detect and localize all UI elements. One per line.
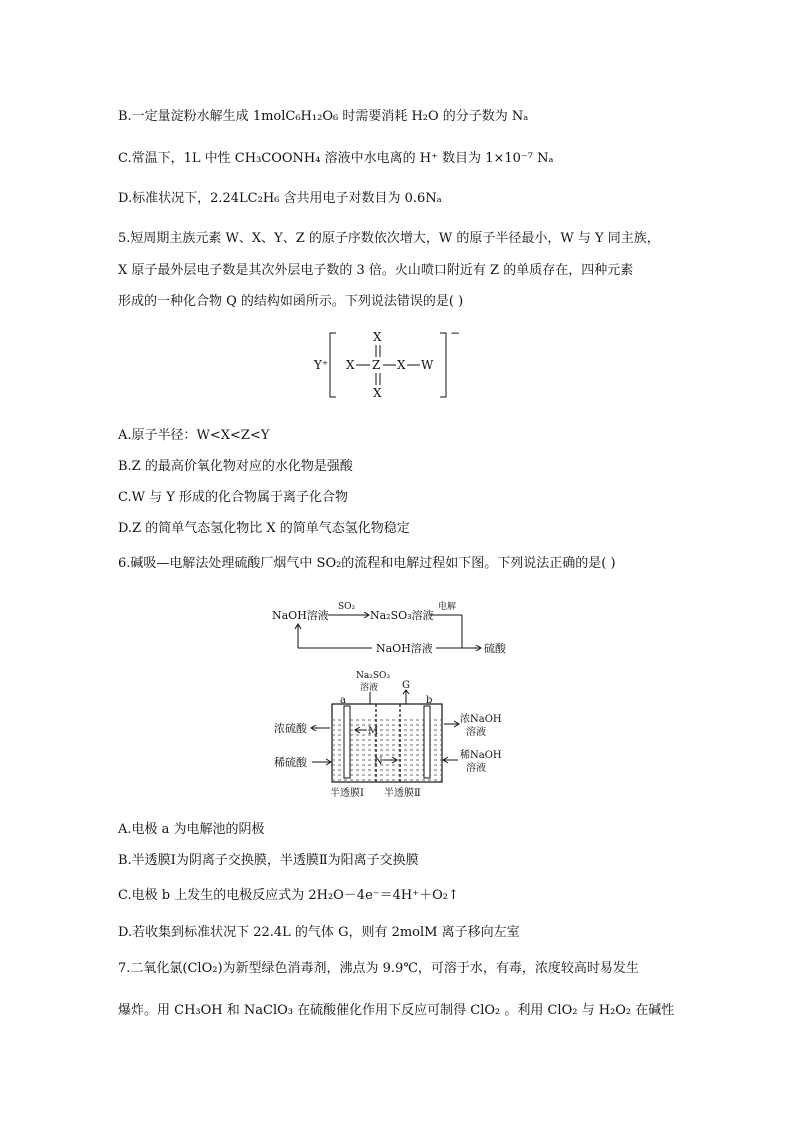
flow-naoh-regenerated: NaOH溶液: [376, 642, 433, 655]
dilute-naoh-label-1: 稀NaOH: [460, 750, 502, 761]
question5-option-d: D.Z 的简单气态氢化物比 X 的简单气态氢化物稳定: [118, 521, 410, 536]
question5-option-b: B.Z 的最高价氧化物对应的水化物是强酸: [118, 459, 353, 474]
option-d-line: D.标准状况下，2.24LC₂H₆ 含共用电子对数目为 0.6Nₐ: [118, 191, 442, 206]
question7-line2: 爆炸。用 CH₃OH 和 NaClO₃ 在硫酸催化作用下反应可制得 ClO₂ 。利用 ClO₂ 与 H₂O₂ 在碱性: [118, 1003, 675, 1018]
process-flow-diagram: [268, 595, 528, 665]
ion-m-label: M: [368, 726, 379, 737]
option-c-line: C.常温下，1L 中性 CH₃COONH₄ 溶液中水电离的 H⁺ 数目为 1×10⁻⁷ Nₐ: [118, 151, 554, 166]
atom-x-right: X: [397, 358, 406, 372]
atom-x-left: X: [346, 358, 355, 372]
dilute-naoh-label-2: 溶液: [466, 763, 486, 774]
concentrated-naoh-label-1: 浓NaOH: [460, 714, 502, 725]
flow-na2so3-solution: Na₂SO₃溶液: [370, 609, 434, 622]
anion-charge: −: [450, 326, 461, 340]
flow-naoh-solution: NaOH溶液: [272, 609, 329, 622]
flow-sulfuric-acid: 硫酸: [484, 642, 506, 655]
membrane-2-label: 半透膜Ⅱ: [384, 788, 421, 799]
flow-so2-label: SO₂: [338, 602, 356, 612]
flow-electrolysis-label: 电解: [438, 602, 457, 612]
electrode-a-label: a: [340, 695, 346, 706]
compound-q-structure: [300, 325, 470, 405]
question5-line3: 形成的一种化合物 Q 的结构如函所示。下列说法错误的是( ): [118, 294, 464, 309]
concentrated-acid-label: 浓硫酸: [274, 722, 307, 735]
gas-g-label: G: [402, 680, 410, 691]
atom-z: Z: [372, 358, 381, 372]
question5-line2: X 原子最外层电子数是其次外层电子数的 3 倍。火山喷口附近有 Z 的单质存在，四种元素: [118, 263, 634, 278]
question6-option-b: B.半透膜Ⅰ为阴离子交换膜，半透膜Ⅱ为阳离子交换膜: [118, 853, 419, 868]
na2so3-inlet-label-2: 溶液: [360, 683, 379, 693]
cation-y: Y⁺: [314, 358, 329, 372]
electrode-a: [344, 706, 350, 778]
question7-line1: 7.二氧化氯(ClO₂)为新型绿色消毒剂，沸点为 9.9℃，可溶于水，有毒，浓度较高时易发生: [118, 961, 639, 976]
electrode-b: [424, 706, 430, 778]
question6-option-c: C.电极 b 上发生的电极反应式为 2H₂O－4e⁻＝4H⁺＋O₂↑: [118, 888, 459, 903]
option-b-line: B.一定量淀粉水解生成 1molC₆H₁₂O₆ 时需要消耗 H₂O 的分子数为 Nₐ: [118, 109, 529, 124]
electrode-b-label: b: [426, 695, 433, 706]
atom-w: W: [421, 358, 434, 372]
electrolysis-cell-diagram: [272, 668, 512, 803]
question5-line1: 5.短周期主族元素 W、X、Y、Z 的原子序数依次增大，W 的原子半径最小，W 与 Y 同主族，: [118, 231, 660, 246]
question6-option-d: D.若收集到标准状况下 22.4L 的气体 G，则有 2molM 离子移向左室: [118, 925, 520, 940]
question5-option-a: A.原子半径：W<X<Z<Y: [118, 428, 270, 443]
atom-x-top: X: [373, 330, 382, 344]
concentrated-naoh-label-2: 溶液: [466, 727, 486, 738]
membrane-1-label: 半透膜Ⅰ: [330, 788, 364, 799]
question5-option-c: C.W 与 Y 形成的化合物属于离子化合物: [118, 490, 348, 505]
atom-x-bottom: X: [373, 386, 382, 400]
ion-n-label: N: [374, 756, 383, 767]
na2so3-inlet-label-1: Na₂SO₃: [356, 671, 391, 681]
question6-stem: 6.碱吸—电解法处理硫酸厂烟气中 SO₂的流程和电解过程如下图。下列说法正确的是( ): [118, 556, 616, 571]
dilute-acid-label: 稀硫酸: [274, 756, 307, 769]
question6-option-a: A.电极 a 为电解池的阴极: [118, 822, 265, 837]
